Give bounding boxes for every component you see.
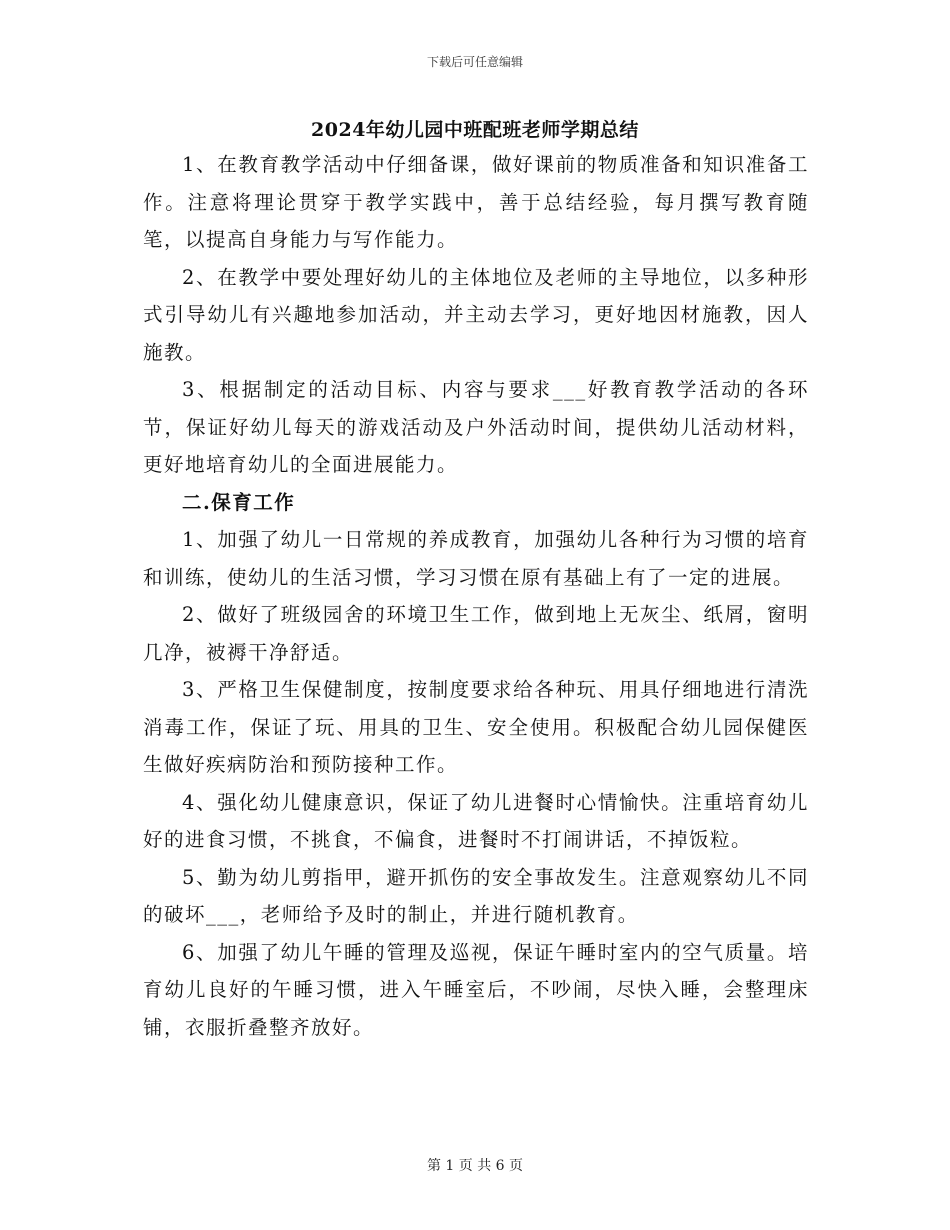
care-paragraph-1: 1、加强了幼儿一日常规的养成教育，加强幼儿各种行为习惯的培育和训练，使幼儿的生活习惯，学习习惯在原有基础上有了一定的进展。 bbox=[143, 528, 809, 589]
teaching-paragraph-2: 2、在教学中要处理好幼儿的主体地位及老师的主导地位，以多种形式引导幼儿有兴趣地参加活动，并主动去学习，更好地因材施教，因人施教。 bbox=[143, 265, 809, 364]
section-heading-care-work: 二.保育工作 bbox=[182, 490, 296, 514]
header-note: 下载后可任意编辑 bbox=[426, 55, 523, 69]
care-paragraph-6: 6、加强了幼儿午睡的管理及巡视，保证午睡时室内的空气质量。培育幼儿良好的午睡习惯，进入午睡室后，不吵闹，尽快入睡，会整理床铺，衣服折叠整齐放好。 bbox=[143, 940, 809, 1039]
care-paragraph-2: 2、做好了班级园舍的环境卫生工作，做到地上无灰尘、纸屑，窗明几净，被褥干净舒适。 bbox=[143, 603, 809, 664]
teaching-paragraph-3: 3、根据制定的活动目标、内容与要求___好教育教学活动的各环节，保证好幼儿每天的游戏活动及户外活动时间，提供幼儿活动材料，更好地培育幼儿的全面进展能力。 bbox=[143, 378, 809, 476]
document-title: 2024年幼儿园中班配班老师学期总结 bbox=[311, 119, 639, 141]
document-body bbox=[143, 146, 809, 1046]
care-paragraph-3: 3、严格卫生保健制度，按制度要求给各种玩、用具仔细地进行清洗消毒工作，保证了玩、用具的卫生、安全使用。积极配合幼儿园保健医生做好疾病防治和预防接种工作。 bbox=[143, 678, 809, 776]
page-footer: 第 1 页 共 6 页 bbox=[426, 1158, 524, 1174]
teaching-paragraph-1: 1、在教育教学活动中仔细备课，做好课前的物质准备和知识准备工作。注意将理论贯穿于教学实践中，善于总结经验，每月撰写教育随笔，以提高自身能力与写作能力。 bbox=[143, 153, 809, 251]
care-paragraph-5: 5、勤为幼儿剪指甲，避开抓伤的安全事故发生。注意观察幼儿不同的破坏___，老师给予及时的制止，并进行随机教育。 bbox=[143, 865, 809, 926]
care-paragraph-4: 4、强化幼儿健康意识，保证了幼儿进餐时心情愉快。注重培育幼儿好的进食习惯，不挑食，不偏食，进餐时不打闹讲话，不掉饭粒。 bbox=[143, 790, 809, 851]
